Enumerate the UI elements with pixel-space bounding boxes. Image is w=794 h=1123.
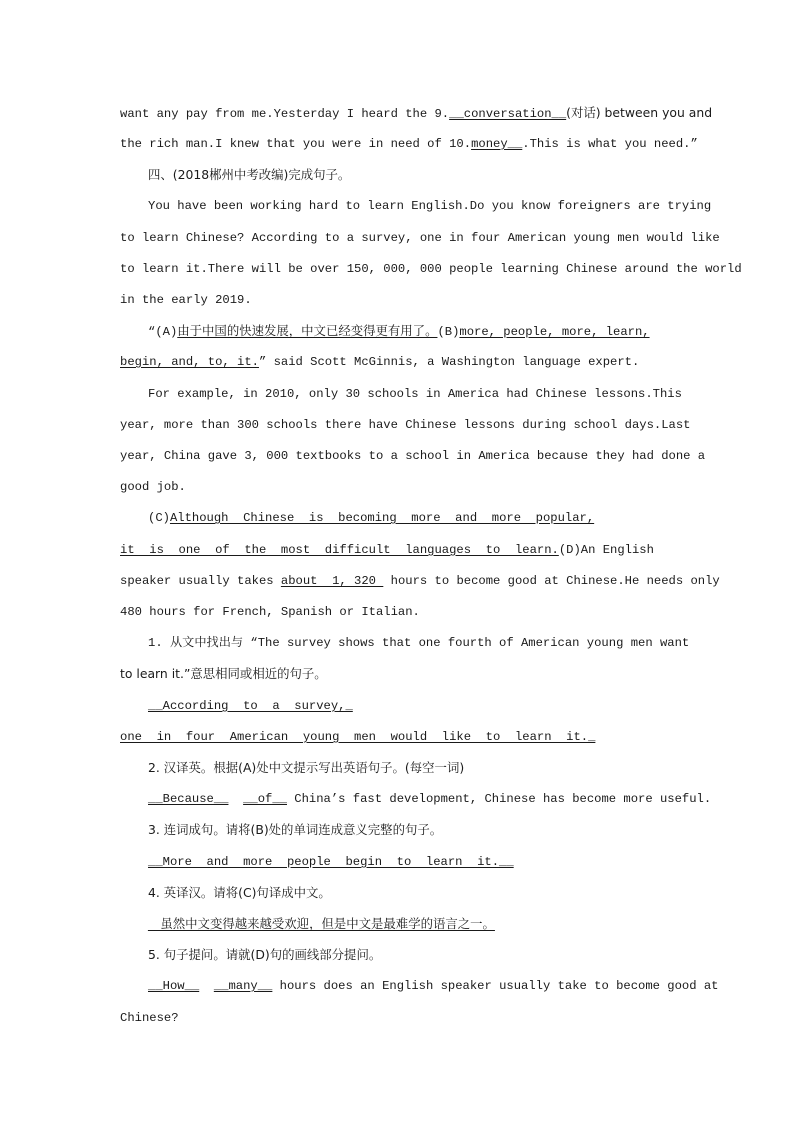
passage-line-16: 480 hours for French, Spanish or Italian. (120, 605, 420, 619)
question-4: 4. 英译汉。请将(C)句译成中文。 (148, 885, 331, 900)
answer-4: __虽然中文变得越来越受欢迎，但是中文是最难学的语言之一。 (148, 916, 495, 931)
answer-9: __conversation__ (449, 107, 567, 121)
passage-line-10: year, more than 300 schools there have Chinese lessons during school days.Last (120, 418, 691, 432)
sentence-b-cont: begin, and, to, it. (120, 355, 259, 369)
passage-line-12: good job. (120, 480, 186, 494)
answer-10: money__ (471, 137, 523, 151)
answer-5: __How__ __many__ hours does an English speaker usually take to become good at (148, 979, 719, 993)
passage-line-15: speaker usually takes about 1, 320 hours to become good at Chinese.He needs only (120, 574, 720, 588)
question-2: 2. 汉译英。根据(A)处中文提示写出英语句子。(每空一词) (148, 760, 465, 775)
question-5: 5. 句子提问。请就(D)句的画线部分提问。 (148, 947, 382, 962)
passage-line-3: You have been working hard to learn English.Do you know foreigners are trying (148, 199, 712, 213)
sentence-d-underline: about 1, 320 (280, 574, 384, 588)
passage-line-4: to learn Chinese? According to a survey, one in four American young men would like (120, 231, 720, 245)
answer-1: __According to a survey,_ (148, 699, 353, 713)
answer-1-cont: one in four American young men would like to learn it._ (120, 730, 596, 744)
answer-5-cont: Chinese? (120, 1011, 179, 1025)
passage-line-6: in the early 2019. (120, 293, 252, 307)
answer-2: __Because__ __of__ China’s fast development, Chinese has become more useful. (148, 792, 712, 806)
question-1: 1. 从文中找出与 “The survey shows that one fourth of American young men want (148, 636, 690, 650)
sentence-b: more, people, more, learn, (459, 325, 650, 339)
question-3: 3. 连词成句。请将(B)处的单词连成意义完整的句子。 (148, 822, 443, 837)
passage-line-8: begin, and, to, it.” said Scott McGinnis, a Washington language expert. (120, 355, 640, 369)
question-1-cont: to learn it.”意思相同或相近的句子。 (120, 666, 327, 681)
passage-line-1: want any pay from me.Yesterday I heard the 9.__conversation__(对话) between you and (120, 105, 713, 121)
section-four-heading: 四、(2018郴州中考改编)完成句子。 (148, 167, 351, 182)
passage-line-11: year, China gave 3, 000 textbooks to a school in America because they had done a (120, 449, 706, 463)
passage-line-7: “(A)由于中国的快速发展，中文已经变得更有用了。(B)more, people, more, learn, (148, 323, 650, 339)
sentence-c-cont: it is one of the most difficult languages to learn. (120, 543, 559, 557)
passage-line-13: (C)Although Chinese is becoming more and more popular, (148, 511, 595, 525)
sentence-c: Although Chinese is becoming more and more popular, (169, 511, 595, 525)
passage-line-14: it is one of the most difficult languages to learn.(D)An English (120, 543, 654, 557)
sentence-a: 由于中国的快速发展，中文已经变得更有用了。 (177, 323, 438, 338)
passage-line-9: For example, in 2010, only 30 schools in America had Chinese lessons.This (148, 387, 682, 401)
passage-line-2: the rich man.I knew that you were in need of 10.money__.This is what you need.” (120, 137, 698, 151)
answer-3: __More and more people begin to learn it.__ (148, 855, 514, 869)
passage-line-5: to learn it.There will be over 150, 000, 000 people learning Chinese around the world (120, 262, 742, 276)
